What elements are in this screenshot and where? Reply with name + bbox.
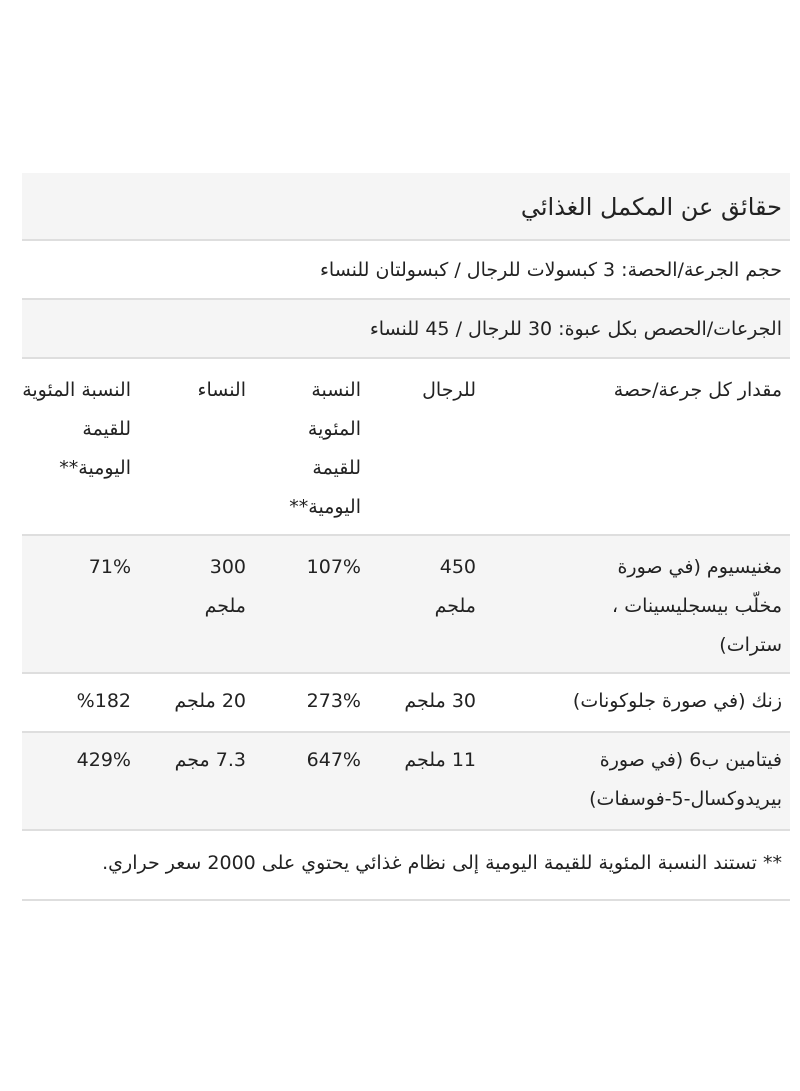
header-women-daily-value: النسبة المئوية للقيمة اليومية** [22, 379, 131, 479]
table-row [22, 733, 790, 831]
table-row [22, 674, 790, 733]
servings-per-container: الجرعات/الحصص بكل عبوة: 30 للرجال / 45 للنساء [22, 300, 790, 359]
header-men-daily-value: النسبة المئوية للقيمة اليومية** [289, 379, 361, 518]
nutrient-name: زنك (في صورة جلوكونات) [572, 690, 782, 712]
women-daily-value: %182 [76, 690, 131, 712]
table-title: حقائق عن المكمل الغذائي [22, 173, 790, 241]
footnote: ** تستند النسبة المئوية للقيمة اليومية إلى نظام غذائي يحتوي على 2000 سعر حراري. [22, 831, 790, 901]
men-amount: 30 ملجم [404, 690, 476, 712]
header-women: النساء [197, 379, 246, 401]
nutrient-name: مغنيسيوم (في صورة مخلّب بيسجليسينات ، سترات) [612, 556, 782, 656]
women-amount: 7.3 مجم [174, 749, 246, 771]
women-amount: 300 ملجم [204, 556, 246, 617]
women-daily-value: 71% [88, 556, 131, 578]
men-amount: 450 ملجم [434, 556, 476, 617]
table-header-row [22, 359, 790, 536]
men-daily-value: 107% [306, 556, 361, 578]
women-amount: 20 ملجم [174, 690, 246, 712]
serving-size: حجم الجرعة/الحصة: 3 كبسولات للرجال / كبسولتان للنساء [22, 241, 790, 300]
table-row [22, 536, 790, 674]
men-daily-value: 273% [306, 690, 361, 712]
supplement-facts-table [22, 173, 790, 901]
men-amount: 11 ملجم [404, 749, 476, 771]
header-men: للرجال [422, 379, 476, 401]
women-daily-value: 429% [76, 749, 131, 771]
nutrient-name: فيتامين ب6 (في صورة بيريدوكسال-5-فوسفات) [589, 749, 782, 810]
men-daily-value: 647% [306, 749, 361, 771]
header-amount-per-serving: مقدار كل جرعة/حصة [613, 379, 782, 401]
